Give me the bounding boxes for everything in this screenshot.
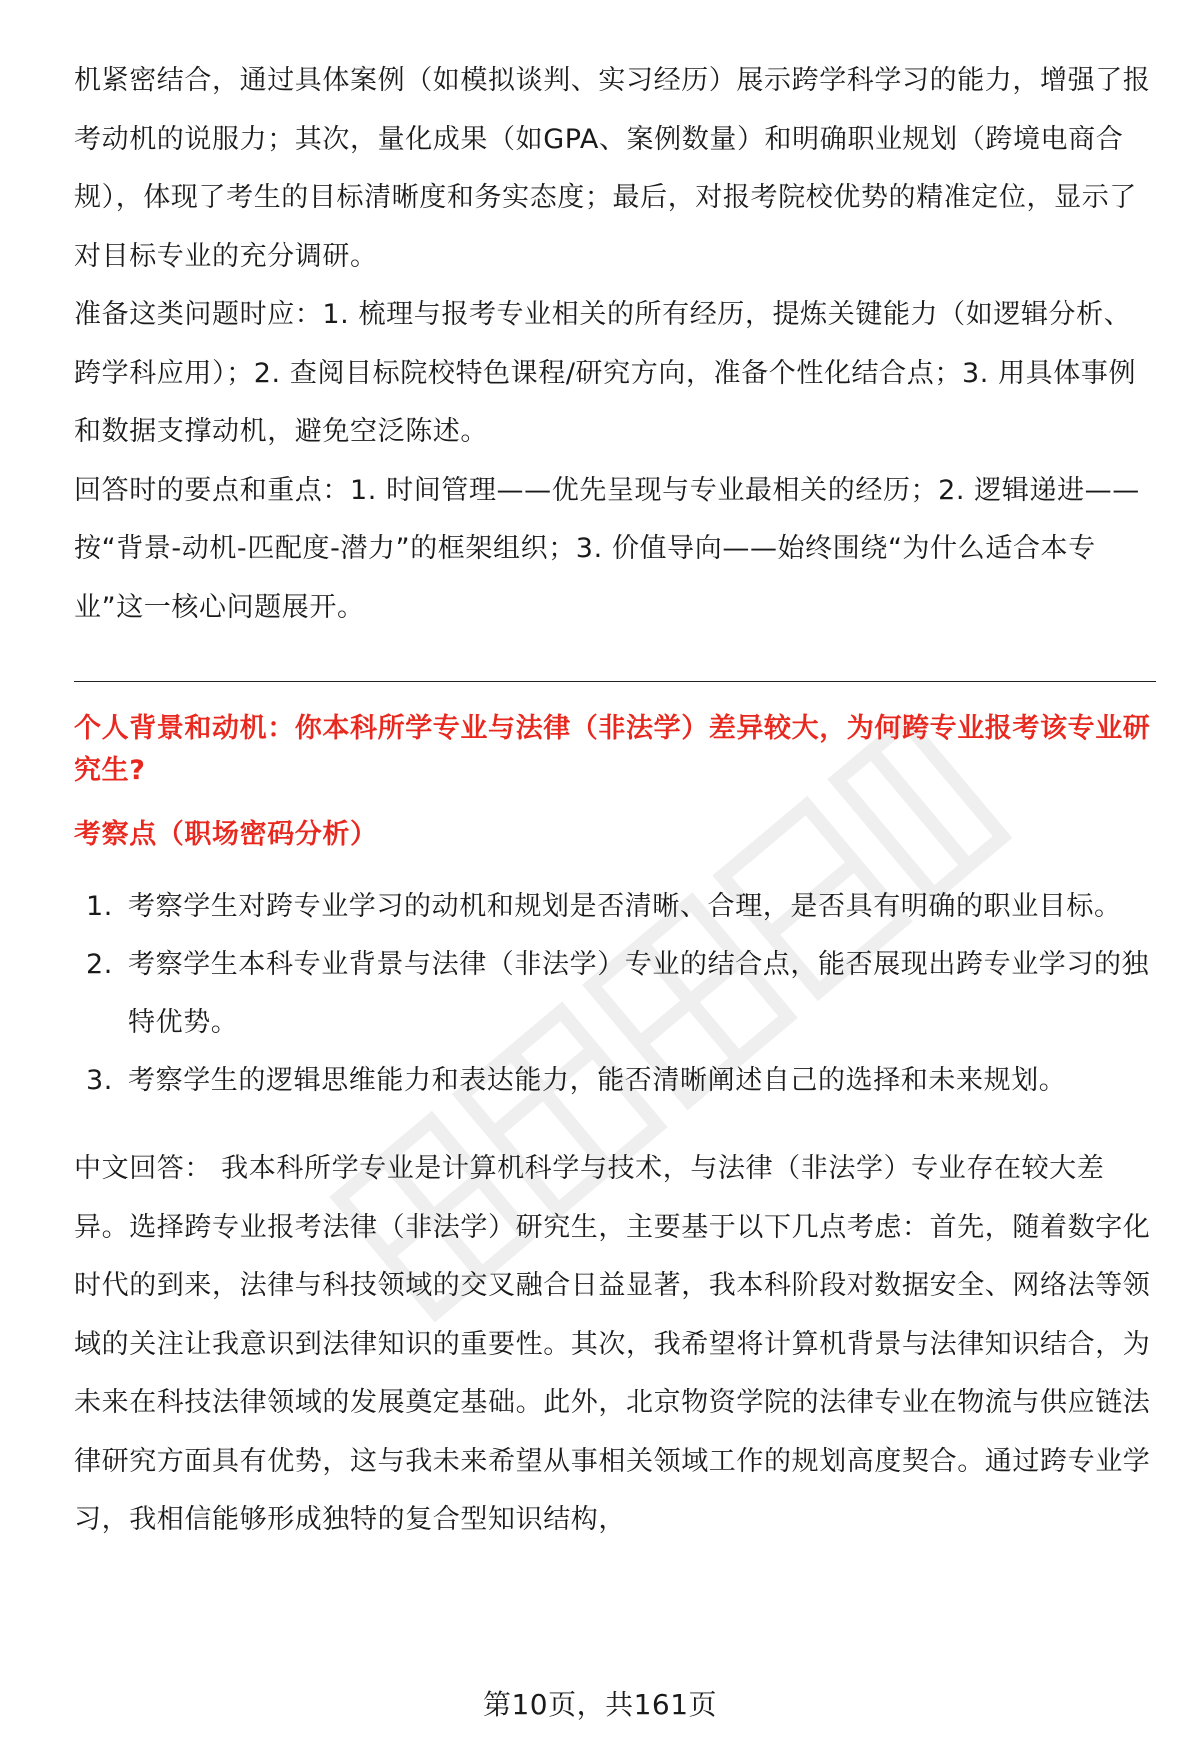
list-item-text: 考察学生对跨专业学习的动机和规划是否清晰、合理，是否具有明确的职业目标。 [128, 891, 1122, 922]
list-item-number: 2. [86, 949, 113, 980]
list-item-number: 3. [86, 1065, 113, 1096]
list-item-text: 考察学生本科专业背景与法律（非法学）专业的结合点，能否展现出跨专业学习的独特优势。 [128, 949, 1150, 1038]
paragraph-preparation-tips: 准备这类问题时应：1. 梳理与报考专业相关的所有经历，提炼关键能力（如逻辑分析、跨学科应用）；2. 查阅目标院校特色课程/研究方向，准备个性化结合点；3. 用具体事例和数据支撑动机，避免空泛陈述。 [74, 299, 1137, 447]
list-item-number: 1. [86, 891, 113, 922]
paragraph-answer-key-points: 回答时的要点和重点：1. 时间管理——优先呈现与专业最相关的经历；2. 逻辑递进——按“背景-动机-匹配度-潜力”的框架组织；3. 价值导向——始终围绕“为什么适合本专业”这一核心问题展开。 [74, 474, 1140, 623]
list-item [74, 936, 1154, 1052]
assessment-points-list [74, 878, 1154, 1110]
list-item-text: 考察学生的逻辑思维能力和表达能力，能否清晰阐述自己的选择和未来规划。 [128, 1065, 1067, 1096]
chinese-answer: 中文回答： 我本科所学专业是计算机科学与技术，与法律（非法学）专业存在较大差异。选择跨专业报考法律（非法学）研究生，主要基于以下几点考虑：首先，随着数字化时代的到来，法律与科技领域的交叉融合日益显著，我本科阶段对数据安全、网络法等领域的关注让我意识到法律知识的重要性。其次，我希望将计算机背景与法律知识结合，为未来在科技法律领域的发展奠定基础。此外，北京物资学院的法律专业在物流与供应链法律研究方面具有优势，这与我未来希望从事相关领域工作的规划高度契合。通过跨专业学习，我相信能够形成独特的复合型知识结构， [74, 1153, 1151, 1535]
question-heading: 个人背景和动机：你本科所学专业与法律（非法学）差异较大，为何跨专业报考该专业研究生? [74, 713, 1151, 786]
section-divider [74, 681, 1156, 682]
list-item [74, 878, 1154, 936]
page-content [74, 52, 1154, 1550]
assessment-points-title: 考察点（职场密码分析） [74, 819, 378, 850]
page-number-footer: 第10页，共161页 [482, 1688, 718, 1721]
list-item [74, 1052, 1154, 1110]
paragraph-motivation-analysis: 机紧密结合，通过具体案例（如模拟谈判、实习经历）展示跨学科学习的能力，增强了报考动机的说服力；其次，量化成果（如GPA、案例数量）和明确职业规划（跨境电商合规），体现了考生的目标清晰度和务实态度；最后，对报考院校优势的精准定位，显示了对目标专业的充分调研。 [74, 65, 1151, 272]
